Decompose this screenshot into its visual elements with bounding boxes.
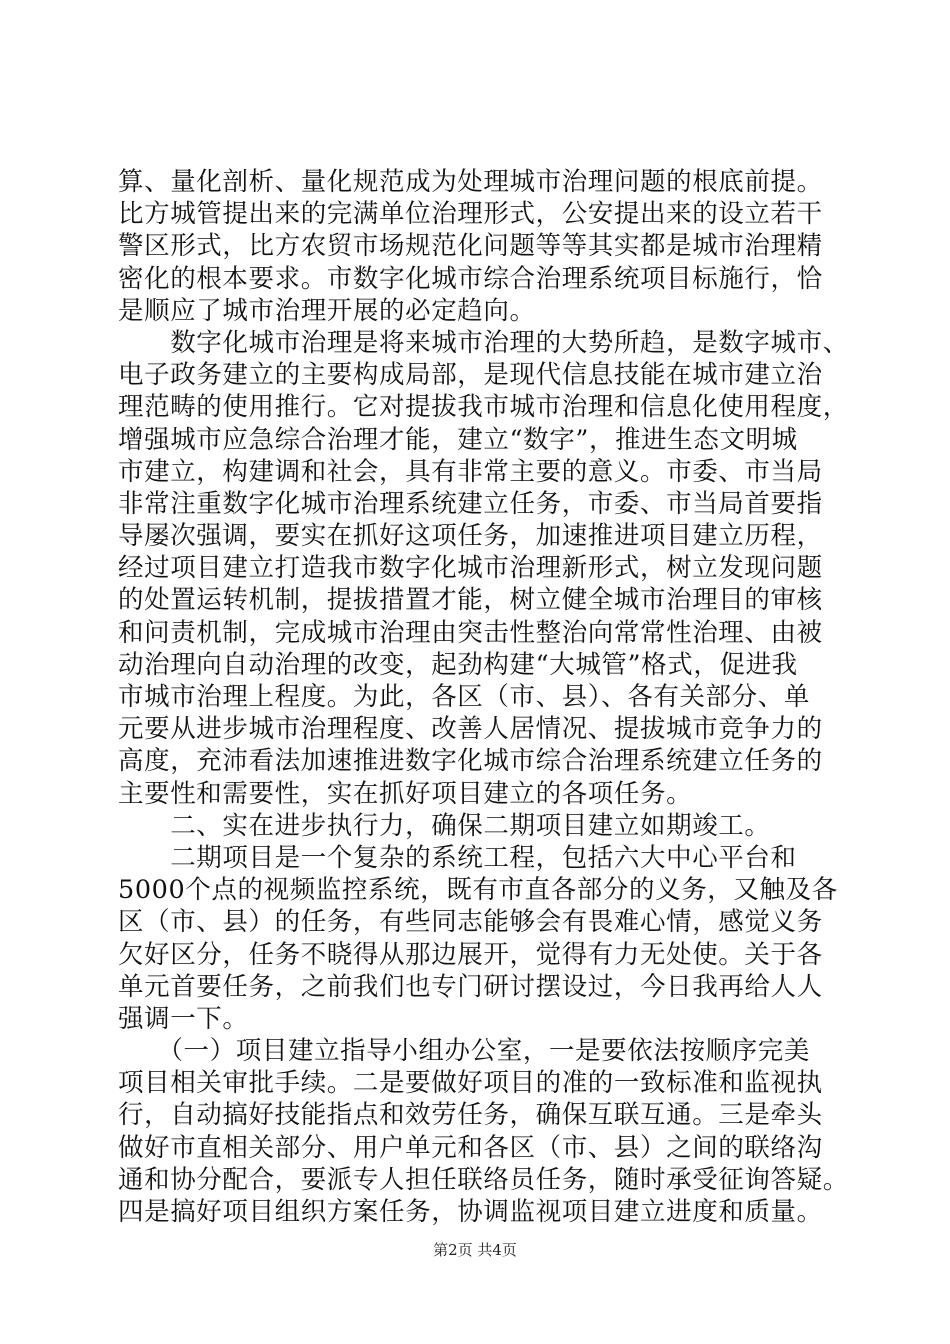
text-line: 欠好区分，任务不晓得从那边展开，觉得有力无处使。关于各 bbox=[118, 939, 823, 970]
text-line: 非常注重数字化城市治理系统建立任务，市委、市当局首要指 bbox=[118, 488, 823, 519]
text-line: 强调一下。 bbox=[118, 1003, 249, 1034]
text-line: 理范畴的使用推行。它对提拔我市城市治理和信息化使用程度， bbox=[118, 392, 849, 423]
text-line: 增强城市应急综合治理才能，建立“数字”，推进生态文明城 bbox=[118, 424, 798, 455]
text-line: 单元首要任务，之前我们也专门研讨摆设过，今日我再给人人 bbox=[118, 971, 823, 1002]
text-line: 主要性和需要性，实在抓好项目建立的各项任务。 bbox=[118, 778, 693, 809]
text-line: 通和协分配合，要派专人担任联络员任务，随时承受征询答疑。 bbox=[118, 1164, 849, 1195]
text-line: 是顺应了城市治理开展的必定趋向。 bbox=[118, 295, 536, 326]
text-line: 5000个点的视频监控系统，既有市直各部分的义务，又触及各 bbox=[118, 875, 838, 906]
text-line: 元要从进步城市治理程度、改善人居情况、提拔城市竞争力的 bbox=[118, 714, 823, 745]
text-line: 和问责机制，完成城市治理由突击性整治向常常性治理、由被 bbox=[118, 617, 823, 648]
text-line: 电子政务建立的主要构成局部，是现代信息技能在城市建立治 bbox=[118, 360, 823, 391]
text-line: 四是搞好项目组织方案任务，协调监视项目建立进度和质量。 bbox=[118, 1197, 823, 1227]
text-line: （一）项目建立指导小组办公室，一是要依法按顺序完美 bbox=[118, 1036, 810, 1067]
body-text bbox=[118, 166, 849, 1228]
text-line: 动治理向自动治理的改变，起劲构建“大城管”格式，促进我 bbox=[118, 649, 798, 680]
text-line: 比方城管提出来的完满单位治理形式，公安提出来的设立若干 bbox=[118, 199, 823, 230]
text-line: 项目相关审批手续。二是要做好项目的准的一致标准和监视执 bbox=[118, 1068, 823, 1099]
text-line: 二期项目是一个复杂的系统工程，包括六大中心平台和 bbox=[118, 842, 797, 873]
text-line: 做好市直相关部分、用户单元和各区（市、县）之间的联络沟 bbox=[118, 1132, 823, 1163]
text-line: 市建立，构建调和社会，具有非常主要的意义。市委、市当局 bbox=[118, 456, 823, 487]
text-line: 经过项目建立打造我市数字化城市治理新形式，树立发现问题 bbox=[118, 553, 823, 584]
text-line: 算、量化剖析、量化规范成为处理城市治理问题的根底前提。 bbox=[118, 167, 823, 197]
text-line: 警区形式，比方农贸市场规范化问题等等其实都是城市治理精 bbox=[118, 231, 823, 262]
text-line: 数字化城市治理是将来城市治理的大势所趋，是数字城市、 bbox=[118, 327, 849, 358]
text-line: 密化的根本要求。市数字化城市综合治理系统项目标施行，恰 bbox=[118, 263, 823, 294]
text-line: 高度，充沛看法加速推进数字化城市综合治理系统建立任务的 bbox=[118, 746, 823, 777]
text-line: 市城市治理上程度。为此，各区（市、县）、各有关部分、单 bbox=[118, 682, 810, 712]
text-line: 行，自动搞好技能指点和效劳任务，确保互联互通。三是牵头 bbox=[118, 1100, 823, 1131]
text-line: 的处置运转机制，提拔措置才能，树立健全城市治理目的审核 bbox=[118, 585, 823, 616]
text-line: 导屡次强调，要实在抓好这项任务，加速推进项目建立历程， bbox=[118, 521, 823, 552]
page-footer: 第2页 共4页 bbox=[433, 1241, 517, 1259]
text-line: 二、实在进步执行力，确保二期项目建立如期竣工。 bbox=[118, 810, 771, 841]
text-line: 区（市、县）的任务，有些同志能够会有畏难心情，感觉义务 bbox=[118, 907, 823, 938]
